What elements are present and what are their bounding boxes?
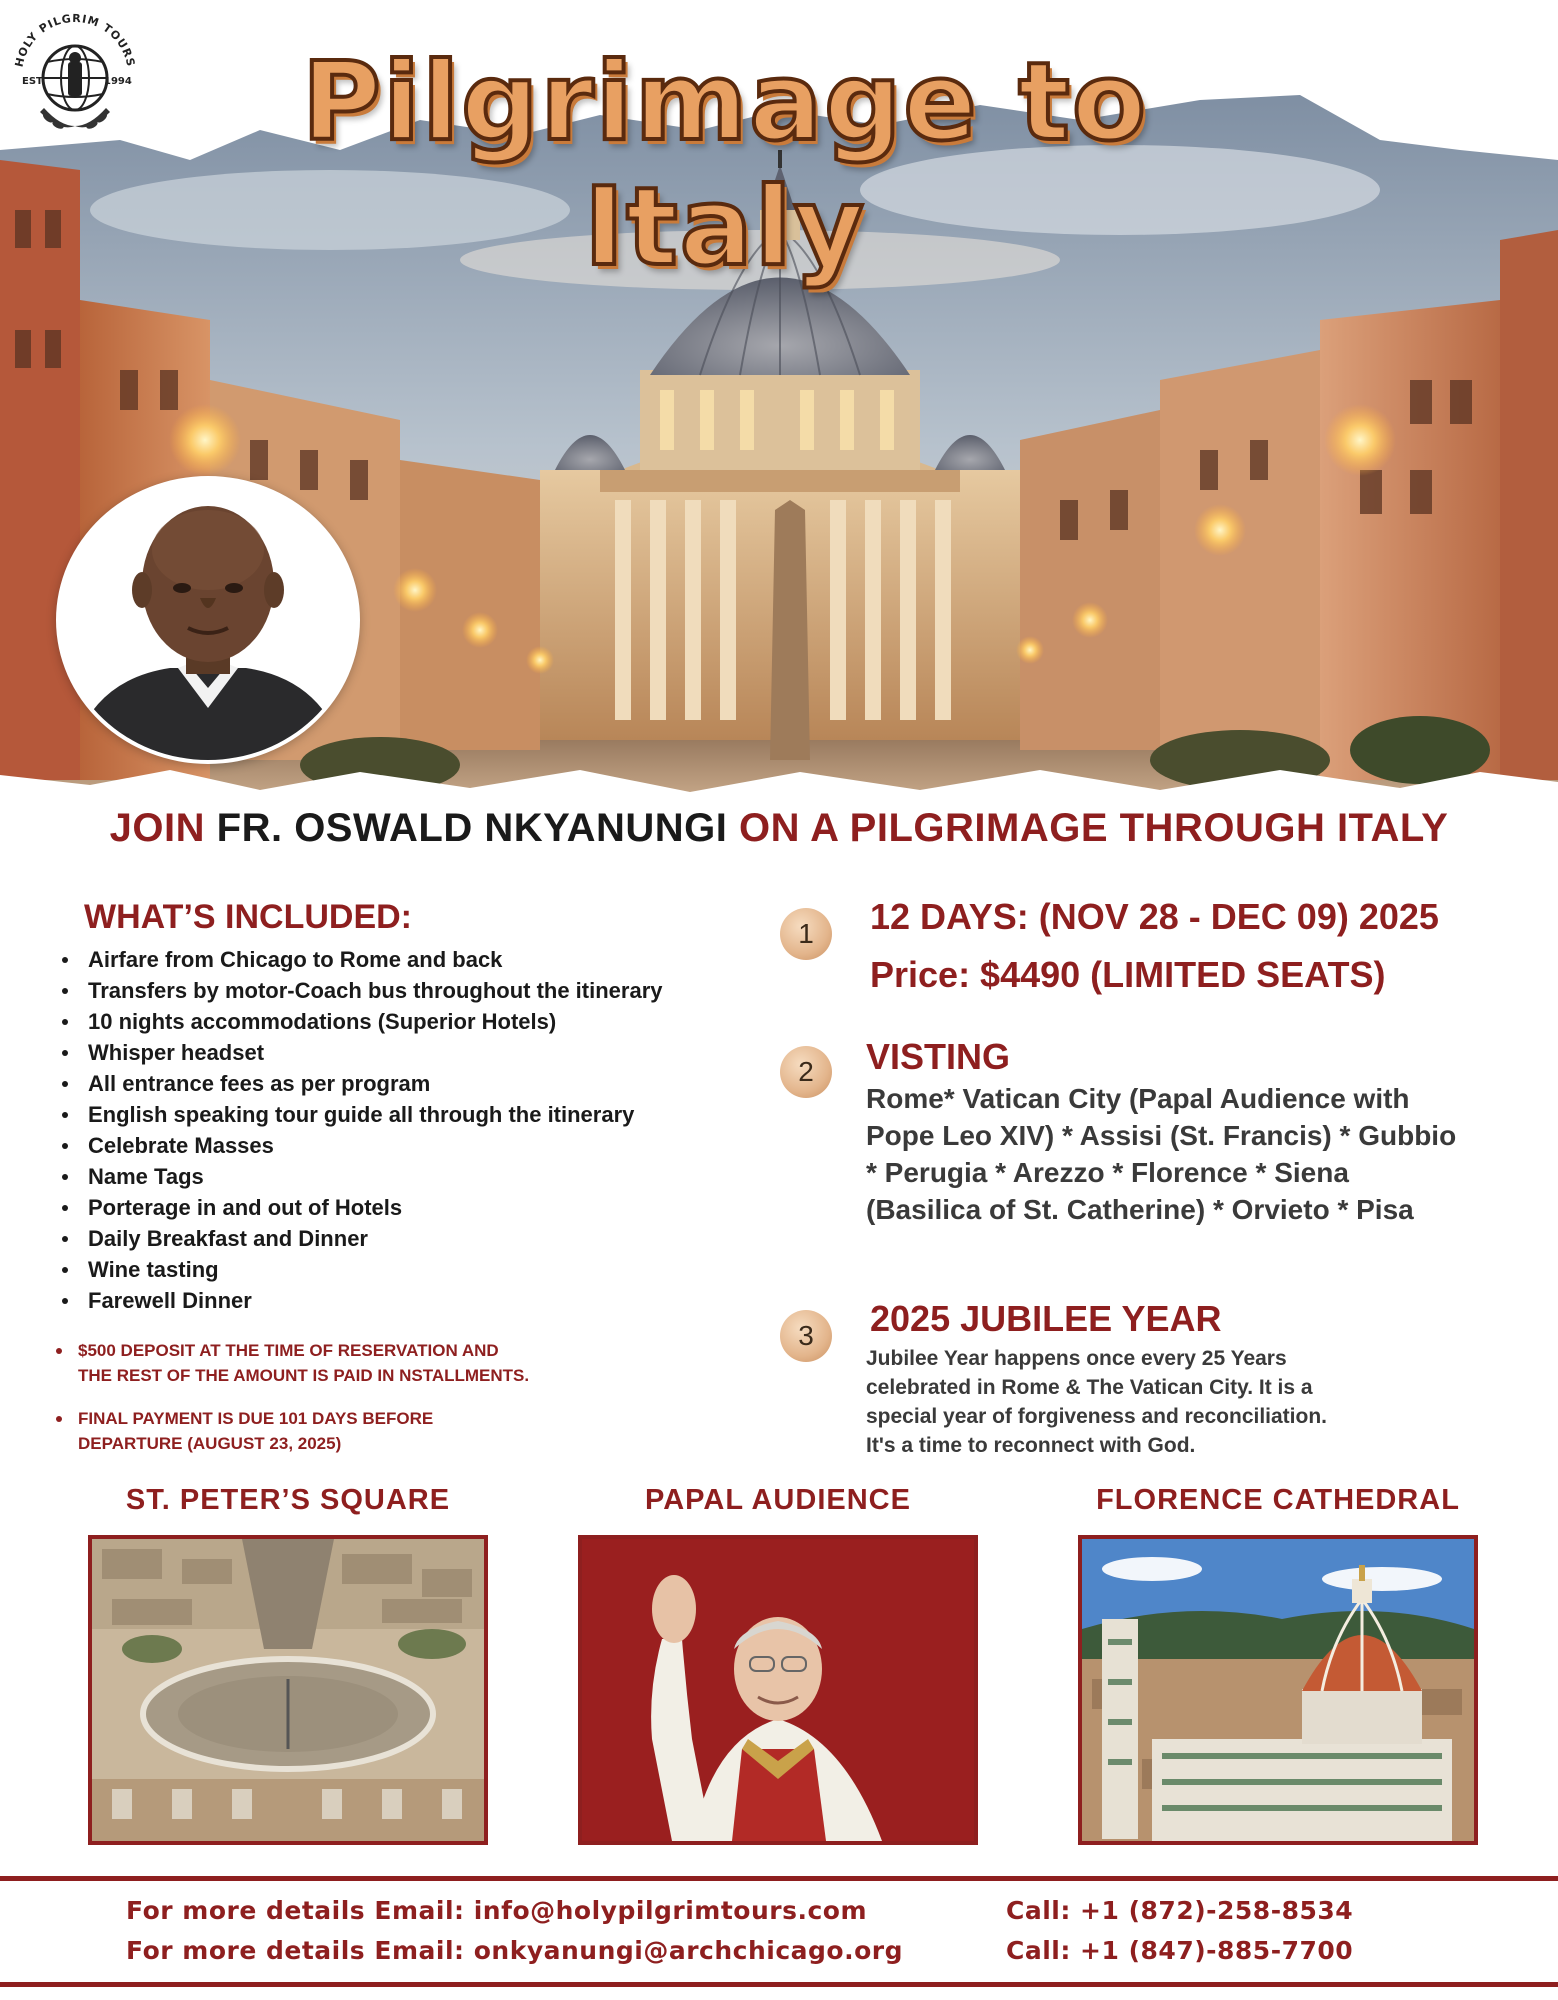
visiting-destinations — [866, 1080, 1456, 1228]
logo-est-text: EST. — [22, 76, 46, 87]
jubilee-line: Jubilee Year happens once every 25 Years — [866, 1347, 1287, 1370]
list-item: Name Tags — [60, 1161, 663, 1192]
florence-cathedral-photo — [1078, 1535, 1478, 1845]
list-item: Whisper headset — [60, 1037, 663, 1068]
contact-phone-1[interactable]: Call: +1 (872)-258-8534 — [1006, 1896, 1354, 1925]
list-item: All entrance fees as per program — [60, 1068, 663, 1099]
list-item: Wine tasting — [60, 1254, 663, 1285]
list-item: Porterage in and out of Hotels — [60, 1192, 663, 1223]
included-heading: WHAT’S INCLUDED: — [84, 898, 412, 936]
contact-email-1[interactable]: For more details Email: info@holypilgrimtours.com — [126, 1896, 868, 1925]
visiting-heading: VISTING — [866, 1036, 1011, 1077]
deposit-note-line: $500 DEPOSIT AT THE TIME OF RESERVATION AND — [78, 1341, 499, 1360]
jubilee-line: special year of forgiveness and reconciliation. — [866, 1405, 1327, 1428]
jubilee-heading: 2025 JUBILEE YEAR — [870, 1298, 1222, 1339]
deposit-note-line: THE REST OF THE AMOUNT IS PAID IN NSTALLMENTS. — [78, 1366, 530, 1385]
jubilee-description — [866, 1344, 1327, 1460]
list-item: Airfare from Chicago to Rome and back — [60, 944, 663, 975]
included-list — [60, 944, 663, 1316]
papal-audience-photo — [578, 1535, 978, 1845]
trip-price: Price: $4490 (LIMITED SEATS) — [870, 954, 1386, 995]
section-number-3: 3 — [780, 1310, 832, 1362]
logo-year-text: 1994 — [104, 76, 132, 87]
visiting-line: Rome* Vatican City (Papal Audience with — [866, 1083, 1410, 1114]
headline — [0, 806, 1558, 851]
contact-phone-2[interactable]: Call: +1 (847)-885-7700 — [1006, 1936, 1354, 1965]
visiting-line: (Basilica of St. Catherine) * Orvieto * Pisa — [866, 1194, 1414, 1225]
logo-arc-text: HOLY PILGRIM TOURS — [12, 11, 138, 69]
st-peters-square-photo — [88, 1535, 488, 1845]
list-item: Transfers by motor-Coach bus throughout the itinerary — [60, 975, 663, 1006]
visiting-line: * Perugia * Arezzo * Florence * Siena — [866, 1157, 1349, 1188]
list-item: Daily Breakfast and Dinner — [60, 1223, 663, 1254]
holy-pilgrim-tours-logo — [0, 0, 150, 150]
hero-banner — [0, 0, 1558, 800]
contact-email-2[interactable]: For more details Email: onkyanungi@archchicago.org — [126, 1936, 904, 1965]
list-item: Celebrate Masses — [60, 1130, 663, 1161]
headline-priest-name: FR. OSWALD NKYANUNGI — [216, 806, 728, 850]
list-item: Farewell Dinner — [60, 1285, 663, 1316]
deposit-note — [54, 1338, 529, 1388]
final-payment-note-line: DEPARTURE (AUGUST 23, 2025) — [78, 1434, 342, 1453]
jubilee-line: It's a time to reconnect with God. — [866, 1434, 1196, 1457]
list-item: 10 nights accommodations (Superior Hotels) — [60, 1006, 663, 1037]
gallery-caption-florence: FLORENCE CATHEDRAL — [1096, 1484, 1460, 1516]
gallery-caption-papal-audience: PAPAL AUDIENCE — [645, 1484, 911, 1516]
final-payment-note — [54, 1406, 433, 1456]
list-item: English speaking tour guide all through the itinerary — [60, 1099, 663, 1130]
footer-divider-top — [0, 1876, 1558, 1881]
visiting-line: Pope Leo XIV) * Assisi (St. Francis) * Gubbio — [866, 1120, 1457, 1151]
globe-emblem-icon — [43, 46, 107, 110]
section-number-2: 2 — [780, 1046, 832, 1098]
footer-divider-bottom — [0, 1982, 1558, 1987]
trip-dates: 12 DAYS: (NOV 28 - DEC 09) 2025 — [870, 896, 1439, 937]
section-number-1: 1 — [780, 908, 832, 960]
page-title: Pilgrimage to Italy — [301, 40, 1149, 290]
jubilee-line: celebrated in Rome & The Vatican City. It is a — [866, 1376, 1313, 1399]
headline-join: JOIN — [109, 806, 217, 850]
headline-pilgrimage: ON A PILGRIMAGE THROUGH ITALY — [727, 806, 1449, 850]
final-payment-note-line: FINAL PAYMENT IS DUE 101 DAYS BEFORE — [78, 1409, 434, 1428]
fr-oswald-portrait — [56, 476, 360, 764]
gallery-caption-st-peters: ST. PETER’S SQUARE — [125, 1484, 451, 1516]
